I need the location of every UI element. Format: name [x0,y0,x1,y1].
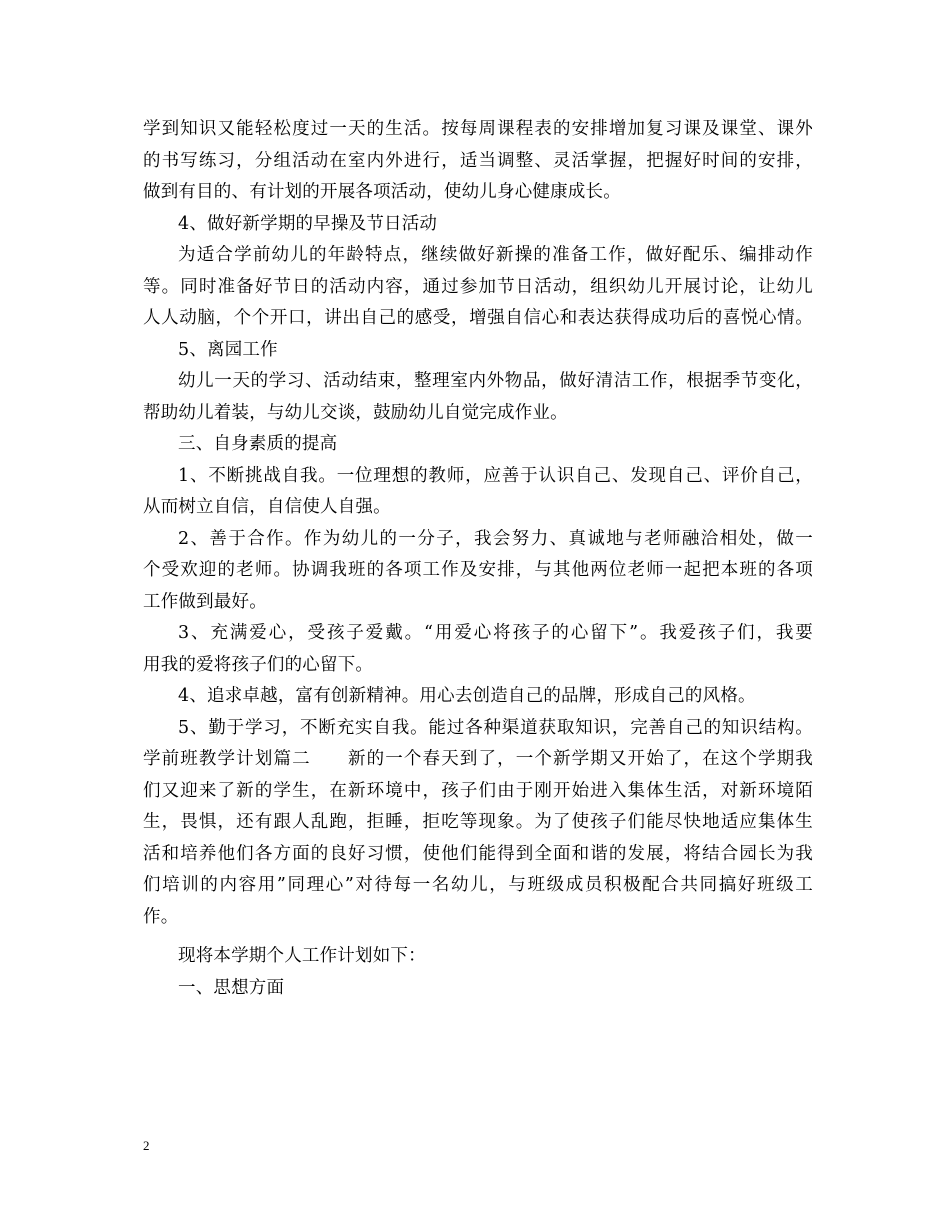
text-line: 5、离园工作 [178,339,278,360]
text-line: 幼儿一天的学习、活动结束，整理室内外物品，做好清洁工作，根据季节变化， [178,371,813,391]
text-line: 为适合学前幼儿的年龄特点，继续做好新操的准备工作，做好配乐、编排动作 [178,245,813,265]
page-number: 2 [143,1138,150,1153]
text-line: 们培训的内容用”同理心”对待每一名幼儿，与班级成员积极配合共同搞好班级工 [143,875,813,895]
text-line: 个受欢迎的老师。协调我班的各项工作及安排，与其他两位老师一起把本班的各项 [143,560,813,580]
text-line: 现将本学期个人工作计划如下： [178,946,426,966]
text-line: 三、自身素质的提高 [178,434,338,454]
text-line: 作。 [143,906,179,927]
text-line: 4、做好新学期的早操及节日活动 [178,213,438,234]
text-line: 用我的爱将孩子们的心留下。 [143,654,374,675]
text-line: 从而树立自信，自信使人自强。 [143,497,391,517]
text-line: 2、善于合作。作为幼儿的一分子，我会努力、真诚地与老师融洽相处，做一 [178,528,813,549]
text-line: 生，畏惧，还有跟人乱跑，拒睡，拒吃等现象。为了使孩子们能尽快地适应集体生 [143,812,813,832]
document-body [143,114,813,1004]
text-line: 学前班教学计划篇二 新的一个春天到了，一个新学期又开始了，在这个学期我 [143,749,813,769]
text-line: 等。同时准备好节日的活动内容，通过参加节日活动，组织幼儿开展讨论，让幼儿 [143,276,813,297]
text-line: 4、追求卓越，富有创新精神。用心去创造自己的品牌，形成自己的风格。 [178,686,756,706]
text-line: 工作做到最好。 [143,591,267,612]
text-line: 们又迎来了新的学生，在新环境中，孩子们由于刚开始进入集体生活，对新环境陌 [143,780,813,801]
text-line: 3、充满爱心，受孩子爱戴。“用爱心将孩子的心留下”。我爱孩子们，我要 [178,623,813,643]
text-line: 活和培养他们各方面的良好习惯，使他们能得到全面和谐的发展，将结合园长为我 [143,843,813,864]
text-line: 1、不断挑战自我。一位理想的教师，应善于认识自己、发现自己、评价自己， [178,465,813,486]
text-line: 5、勤于学习，不断充实自我。能过各种渠道获取知识，完善自己的知识结构。 [178,717,813,738]
text-line: 帮助幼儿着装，与幼儿交谈，鼓励幼儿自觉完成作业。 [143,402,568,423]
text-line: 的书写练习，分组活动在室内外进行，适当调整、灵活掌握，把握好时间的安排， [143,150,813,171]
text-line: 一、思想方面 [178,977,285,998]
text-line: 做到有目的、有计划的开展各项活动，使幼儿身心健康成长。 [143,182,621,202]
text-line: 人人动脑，个个开口，讲出自己的感受，增强自信心和表达获得成功后的喜悦心情。 [143,308,813,328]
text-line: 学到知识又能轻松度过一天的生活。按每周课程表的安排增加复习课及课堂、课外 [143,119,813,139]
